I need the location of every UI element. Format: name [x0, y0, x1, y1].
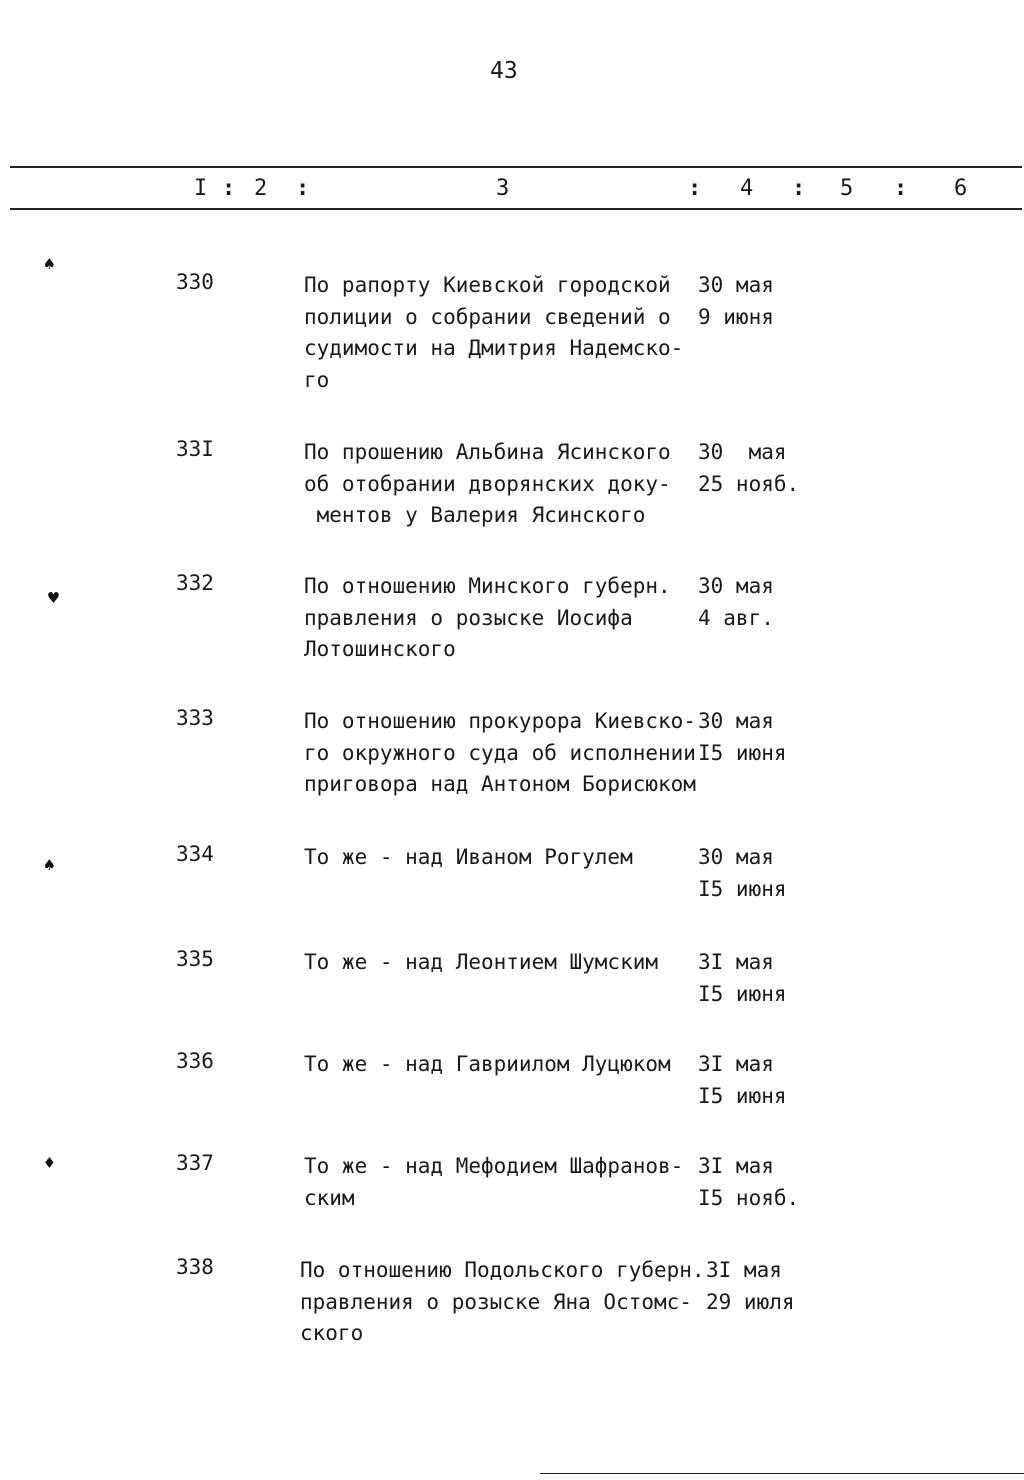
- record-description: [304, 947, 704, 979]
- record-description: [300, 1255, 705, 1350]
- description-line: правления о розыске Иосифа: [304, 605, 633, 630]
- header-top-rule: [10, 166, 1022, 168]
- column-separator: :: [222, 176, 236, 201]
- start-date: 30 мая: [698, 845, 774, 869]
- end-date: I5 июня: [698, 876, 787, 901]
- record-number: 330: [176, 270, 214, 294]
- end-date: 9 июня: [698, 304, 774, 329]
- column-separator: :: [792, 176, 806, 201]
- description-line: ского: [300, 1321, 364, 1345]
- description-line: об отобрании дворянских доку-: [304, 471, 671, 496]
- column-header-6: 6: [954, 176, 968, 201]
- record-dates: [698, 437, 799, 500]
- column-separator: :: [296, 176, 310, 201]
- start-date: 30 мая: [698, 574, 774, 598]
- start-date: 3I мая: [698, 1154, 774, 1178]
- description-line: По отношению Подольского губерн.: [300, 1258, 705, 1282]
- record-dates: [698, 571, 774, 634]
- record-number: 332: [176, 571, 214, 595]
- description-line: судимости на Дмитрия Надемско-: [304, 336, 684, 360]
- end-date: I5 июня: [698, 740, 787, 765]
- description-line: полиции о собрании сведений о: [304, 304, 671, 329]
- description-line: По рапорту Киевской городской: [304, 273, 671, 297]
- column-header-2: 2: [254, 176, 268, 201]
- record-number: 335: [176, 947, 214, 971]
- description-line: То же - над Мефодием Шафранов-: [304, 1154, 684, 1178]
- record-number: 336: [176, 1049, 214, 1073]
- description-line: го окружного суда об исполнении: [304, 740, 696, 765]
- record-dates: [698, 706, 787, 769]
- record-number: 334: [176, 842, 214, 866]
- start-date: 3I мая: [698, 950, 774, 974]
- start-date: 30 мая: [698, 709, 774, 733]
- description-line: ским: [304, 1185, 355, 1210]
- column-header-1: I: [194, 176, 208, 201]
- column-separator: :: [894, 176, 908, 201]
- record-dates: [698, 1151, 799, 1214]
- column-header-5: 5: [840, 176, 854, 201]
- record-dates: [698, 270, 774, 333]
- column-header-3: 3: [496, 176, 510, 201]
- end-date: 4 авг.: [698, 605, 774, 630]
- binding-hole-mark: ♠: [44, 254, 55, 275]
- end-date: I5 июня: [698, 1083, 787, 1108]
- description-line: То же - над Иваном Рогулем: [304, 845, 633, 869]
- binding-hole-mark: ♠: [44, 855, 55, 876]
- description-line: По отношению прокурора Киевско-: [304, 709, 696, 733]
- page-number: 43: [490, 58, 518, 84]
- record-dates: [706, 1255, 795, 1318]
- record-description: [304, 571, 704, 666]
- record-number: 33I: [176, 437, 214, 461]
- description-line: По отношению Минского губерн.: [304, 574, 671, 598]
- record-description: [304, 437, 704, 532]
- description-line: правления о розыске Яна Остомс-: [300, 1289, 692, 1314]
- record-number: 333: [176, 706, 214, 730]
- start-date: 3I мая: [706, 1258, 782, 1282]
- record-description: [304, 842, 704, 874]
- binding-hole-mark: ♦: [44, 1153, 55, 1174]
- footer-rule: [540, 1473, 1024, 1474]
- record-description: [304, 270, 704, 396]
- end-date: I5 июня: [698, 981, 787, 1006]
- description-line: приговора над Антоном Борисюком: [304, 772, 696, 796]
- header-bottom-rule: [10, 208, 1022, 210]
- column-header-4: 4: [740, 176, 754, 201]
- description-line: То же - над Леонтием Шумским: [304, 950, 659, 974]
- end-date: 29 июля: [706, 1289, 795, 1314]
- record-number: 337: [176, 1151, 214, 1175]
- record-dates: [698, 842, 787, 905]
- record-dates: [698, 947, 787, 1010]
- record-description: [304, 706, 704, 801]
- end-date: 25 нояб.: [698, 471, 800, 496]
- record-number: 338: [176, 1255, 214, 1279]
- start-date: 30 мая: [698, 440, 787, 464]
- start-date: 30 мая: [698, 273, 774, 297]
- record-description: [304, 1151, 704, 1214]
- record-description: [304, 1049, 704, 1081]
- description-line: Лотошинского: [304, 637, 456, 661]
- column-separator: :: [688, 176, 702, 201]
- description-line: ментов у Валерия Ясинского: [304, 503, 646, 527]
- record-dates: [698, 1049, 787, 1112]
- start-date: 3I мая: [698, 1052, 774, 1076]
- end-date: I5 нояб.: [698, 1185, 800, 1210]
- description-line: По прошению Альбина Ясинского: [304, 440, 671, 464]
- description-line: То же - над Гавриилом Луцюком: [304, 1052, 671, 1076]
- description-line: го: [304, 367, 330, 392]
- binding-hole-mark: ♥: [48, 588, 59, 609]
